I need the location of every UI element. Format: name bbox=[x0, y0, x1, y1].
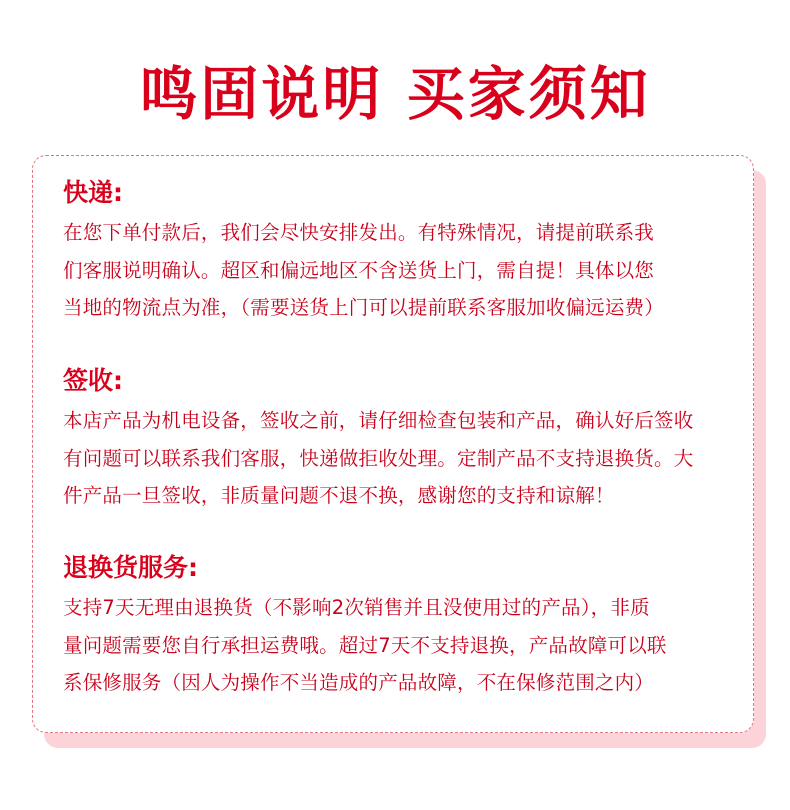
body-line: 在您下单付款后，我们会尽快安排发出。有特殊情况，请提前联系我 bbox=[63, 221, 655, 244]
body-line: 当地的物流点为准，（需要送货上门可以提前联系客服加收偏远运费） bbox=[63, 296, 664, 319]
body-line: 系保修服务（因人为操作不当造成的产品故障，不在保修范围之内） bbox=[63, 671, 655, 694]
section-title-receipt: 签收: bbox=[63, 366, 123, 395]
body-line: 量问题需要您自行承担运费哦。超过7天不支持退换，产品故障可以联 bbox=[63, 633, 667, 657]
section-title-return-service: 退换货服务: bbox=[63, 553, 198, 582]
body-line: 支持7天无理由退换货（不影响2次销售并且没使用过的产品），非质 bbox=[63, 596, 650, 619]
section-body-delivery bbox=[63, 214, 743, 327]
body-line: 有问题可以联系我们客服，快递做拒收处理。定制产品不支持退换货。大 bbox=[63, 446, 694, 470]
body-line: 本店产品为机电设备，签收之前，请仔细检查包装和产品，确认好后签收 bbox=[63, 409, 694, 432]
section-title-delivery: 快递: bbox=[63, 178, 123, 207]
page-title: 鸣固说明 买家须知 bbox=[139, 60, 651, 128]
section-return-service bbox=[63, 551, 743, 702]
body-line: 们客服说明确认。超区和偏远地区不含送货上门，需自提！具体以您 bbox=[63, 258, 655, 282]
section-body-receipt bbox=[63, 402, 743, 515]
section-delivery bbox=[63, 176, 743, 327]
body-line: 件产品一旦签收，非质量问题不退不换，感谢您的支持和谅解！ bbox=[63, 484, 615, 507]
section-body-return-service bbox=[63, 589, 743, 702]
section-receipt bbox=[63, 364, 743, 515]
notice-card bbox=[32, 155, 754, 733]
